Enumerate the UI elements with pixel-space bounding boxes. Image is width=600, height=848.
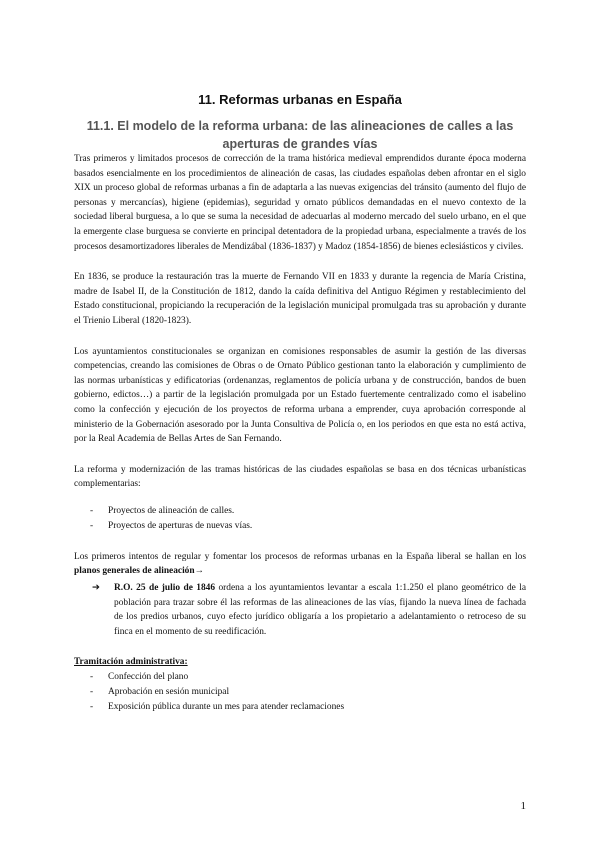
arrow-right-icon: ➔ (92, 583, 100, 594)
tramitacion-heading: Tramitación administrativa: (74, 657, 188, 668)
tramitacion-list (74, 670, 526, 715)
list-item: - Proyectos de alineación de calles. (74, 504, 526, 519)
paragraph-ayuntamientos: Los ayuntamientos constitucionales se organizan en comisiones responsables de asumir la gestión de las diversas competencias, creando las comisiones de Obras o de Ornato Público gestionan tanto la elaboración y cumplimiento de las normas urbanísticas y edificatorias (ordenanzas, reglamentos de policía urbana y de construcción, bandos de buen gobierno, edictos…) a partir de la legislación promulgada por un Estado fuertemente centralizado como el isabelino como la confección y ejecución de los proyectos de reforma urbana a emprender, cuya aprobación corresponde al ministerio de la Gobernación asesorado por la Junta Consultiva de Policía o, en los periodos en que esta no está activa, por la Real Academia de Bellas Artes de San Fernando. (74, 346, 526, 445)
ro-bold-text: R.O. 25 de julio de 1846 (114, 583, 216, 594)
list-item: - Aprobación en sesión municipal (74, 685, 526, 700)
paragraph-planes (74, 550, 526, 579)
techniques-list (74, 504, 526, 534)
planes-intro-text: Los primeros intentos de regular y fomentar los procesos de reformas urbanas en la España liberal se hallan en los (74, 551, 526, 562)
ro-text: ordena a los ayuntamientos levantar a escala 1:1.250 el plano geométrico de la población para trazar sobre él las reformas de las alineaciones de las vías, fijando la nueva línea de fachada de los predios urbanos, cuyo efecto jurídico obligaría a los propietario a adelantamiento o retroceso de su finca en el momento de su reedificación. (114, 583, 527, 637)
page-number: 1 (520, 800, 526, 812)
list-item: - Proyectos de aperturas de nuevas vías. (74, 519, 526, 534)
paragraph-tecnicas: La reforma y modernización de las tramas históricas de las ciudades españolas se basa en dos técnicas urbanísticas complementarias: (74, 464, 526, 490)
body-text (74, 152, 526, 731)
paragraph-intro: Tras primeros y limitados procesos de corrección de la trama histórica medieval emprendidos durante época moderna basados esencialmente en los procedimientos de alineación de casas, las ciudades españolas deben afrontar en el siglo XIX un proceso global de reformas urbanas a fin de adaptarla a las nuevas exigencias del tránsito (aumento del flujo de personas y mercancías), higiene (epidemias), seguridad y ornato públicos demandadas en el nuevo contexto de la sociedad liberal burguesa, a lo que se suma la necesidad de adecuarlas al moderno mercado del suelo urbano, en el que la emergente clase burguesa se convierte en principal detentadora de la propiedad urbana, especialmente a través de los procesos desamortizadores liberales de Mendizábal (1836-1837) y Madoz (1854-1856) de bienes eclesiásticos y civiles. (74, 154, 526, 252)
ro-item (74, 581, 526, 639)
list-item: - Exposición pública durante un mes para atender reclamaciones (74, 700, 526, 715)
paragraph-1836: En 1836, se produce la restauración tras la muerte de Fernando VII en 1833 y durante la regencia de María Cristina, madre de Isabel II, de la Constitución de 1812, dando la caída definitiva del Antiguo Régimen y restablecimiento del Estado constitucional, propiciando la recuperación de la legislación municipal promulgada tras su aprobación y durante el Trienio Liberal (1820-1823). (74, 272, 526, 326)
list-item: - Confección del plano (74, 670, 526, 685)
planes-bold-text: planos generales de alineación→ (74, 566, 204, 577)
section-subtitle: 11.1. El modelo de la reforma urbana: de las alineaciones de calles a las aperturas de grandes vías (86, 119, 514, 151)
document-title: 11. Reformas urbanas en España (198, 92, 402, 107)
